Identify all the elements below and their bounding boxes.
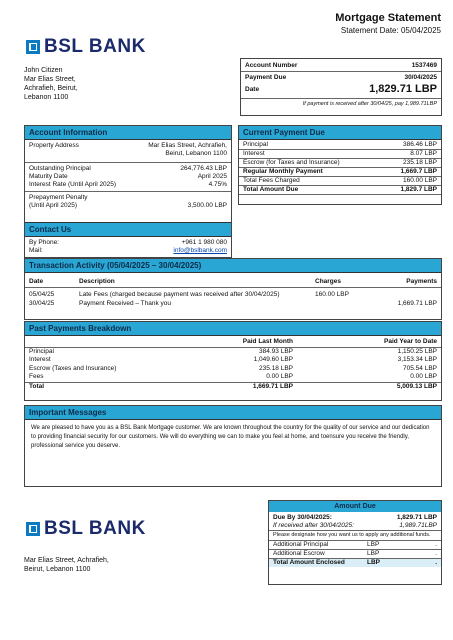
mail-label: Mail: bbox=[29, 247, 43, 254]
phone-value: +961 1 980 080 bbox=[181, 239, 227, 246]
maturity-date-value: April 2025 bbox=[197, 173, 227, 180]
current-payment-row bbox=[239, 186, 441, 195]
if-received-after-label: If received after 30/04/2025: bbox=[273, 522, 354, 529]
bank-logo bbox=[26, 36, 146, 58]
past-payment-label: Principal bbox=[29, 347, 54, 355]
property-address-value: Beirut, Lebanon 1100 bbox=[165, 150, 227, 157]
amount-due-value: 1,829.71 LBP bbox=[369, 83, 437, 95]
current-payment-value: 1,829.7 LBP bbox=[400, 186, 437, 193]
bank-name-footer: BSL BANK bbox=[44, 518, 146, 539]
past-payment-ytd: 5,009.13 LBP bbox=[396, 382, 437, 390]
table-row bbox=[25, 300, 441, 309]
contact-section bbox=[24, 222, 232, 258]
total-enclosed-currency: LBP bbox=[367, 559, 380, 566]
additional-escrow-input[interactable]: . bbox=[435, 550, 437, 557]
past-payment-ytd: 705.54 LBP bbox=[403, 364, 437, 372]
account-info-section bbox=[24, 125, 232, 225]
past-payment-label: Total bbox=[29, 382, 45, 390]
past-payment-last: 0.00 LBP bbox=[266, 373, 293, 380]
past-payment-label: Fees bbox=[29, 373, 44, 380]
payment-due-label: Payment Due bbox=[245, 74, 287, 81]
current-payment-label: Interest bbox=[243, 150, 265, 157]
due-by-value: 1,829.71 LBP bbox=[396, 514, 437, 521]
transaction-date: 05/04/25 bbox=[29, 291, 55, 298]
past-payment-last: 384.93 LBP bbox=[259, 347, 293, 355]
col-charges: Charges bbox=[315, 278, 342, 285]
property-address-label: Property Address bbox=[29, 142, 79, 149]
total-enclosed-input[interactable]: . bbox=[435, 559, 437, 566]
account-number-label: Account Number bbox=[245, 62, 298, 69]
total-enclosed-label: Total Amount Enclosed bbox=[273, 559, 345, 566]
col-date: Date bbox=[29, 278, 44, 285]
current-payment-row bbox=[239, 177, 441, 186]
past-payment-label: Interest bbox=[29, 356, 51, 363]
current-payment-row bbox=[239, 141, 441, 150]
past-payment-ytd: 0.00 LBP bbox=[410, 373, 437, 380]
due-by-label: Due By 30/04/2025: bbox=[273, 514, 332, 521]
late-payment-note: If payment is received after 30/04/25, pay 1,989.71LBP bbox=[241, 98, 441, 109]
table-row bbox=[25, 382, 441, 391]
past-payment-ytd: 1,150.25 LBP bbox=[397, 347, 437, 355]
additional-principal-input[interactable]: . bbox=[435, 541, 437, 548]
past-payment-last: 1,049.60 LBP bbox=[253, 356, 293, 363]
date-label: Date bbox=[245, 85, 260, 93]
past-payment-label: Escrow (Taxes and Insurance) bbox=[29, 364, 117, 372]
email-link[interactable]: info@bslbank.com bbox=[173, 247, 227, 254]
past-payments-section bbox=[24, 321, 442, 401]
additional-principal-label: Additional Principal bbox=[273, 541, 329, 548]
property-address-value: Mar Elias Street, Achrafieh, bbox=[148, 142, 227, 149]
col-paid-last-month: Paid Last Month bbox=[242, 338, 293, 345]
transaction-payments bbox=[371, 291, 441, 300]
col-paid-year-to-date: Paid Year to Date bbox=[384, 338, 437, 345]
messages-body: We are pleased to have you as a BSL Bank Mortgage customer. We are known throughout the country for the quality of our service and our dedication to providing financial security for our customers. We will do everything we can to make you feel at home, and toensure you receive the friendly, professional service you deserve. bbox=[31, 425, 430, 449]
current-payment-header: Current Payment Due bbox=[239, 126, 441, 140]
table-row bbox=[25, 291, 441, 300]
bank-name: BSL BANK bbox=[44, 36, 146, 57]
current-payment-label: Escrow (for Taxes and Insurance) bbox=[243, 159, 340, 166]
current-payment-label: Regular Monthly Payment bbox=[243, 168, 323, 175]
past-payments-header: Past Payments Breakdown bbox=[25, 322, 441, 336]
transaction-desc: Late Fees (charged because payment was received after 30/04/2025) bbox=[79, 291, 280, 298]
bank-logo-icon bbox=[26, 40, 40, 54]
phone-label: By Phone: bbox=[29, 239, 59, 246]
transaction-payments: 1,669.71 LBP bbox=[397, 299, 437, 307]
bank-logo-icon bbox=[26, 522, 40, 536]
customer-name: John Citizen bbox=[24, 67, 63, 74]
summary-box bbox=[240, 58, 442, 116]
current-payment-row bbox=[239, 168, 441, 177]
outstanding-principal-value: 264,776.43 LBP bbox=[180, 165, 227, 172]
transaction-date: 30/04/25 bbox=[29, 299, 55, 307]
messages-section bbox=[24, 405, 442, 487]
amount-due-coupon bbox=[268, 500, 442, 585]
customer-address-line: Lebanon 1100 bbox=[24, 94, 69, 101]
transaction-section bbox=[24, 258, 442, 320]
outstanding-principal-label: Outstanding Principal bbox=[29, 165, 91, 172]
past-payment-ytd: 3,153.34 LBP bbox=[397, 356, 437, 363]
messages-header: Important Messages bbox=[25, 406, 441, 420]
customer-address-line: Achrafieh, Beirut, bbox=[24, 85, 78, 92]
table-row bbox=[25, 365, 441, 374]
statement-date: Statement Date: 05/04/2025 bbox=[340, 26, 441, 35]
past-payment-last: 1,669.71 LBP bbox=[252, 382, 293, 390]
current-payment-label: Total Fees Charged bbox=[243, 177, 300, 184]
footer-address bbox=[24, 556, 109, 574]
past-payments-table bbox=[25, 338, 441, 391]
funds-instructions: Please designate how you want us to apply any additional funds. bbox=[269, 530, 441, 540]
transaction-desc: Payment Received – Thank you bbox=[79, 299, 172, 307]
current-payment-value: 235.18 LBP bbox=[403, 159, 437, 166]
past-payment-last: 235.18 LBP bbox=[259, 364, 293, 372]
prepayment-penalty-period: (Until April 2025) bbox=[29, 202, 78, 209]
additional-escrow-label: Additional Escrow bbox=[273, 550, 325, 557]
current-payment-value: 386.46 LBP bbox=[403, 141, 437, 148]
current-payment-value: 1,669.7 LBP bbox=[400, 168, 437, 175]
transaction-header: Transaction Activity (05/04/2025 – 30/04/2025) bbox=[25, 259, 441, 273]
table-row bbox=[25, 356, 441, 365]
payment-due-value: 30/04/2025 bbox=[404, 74, 437, 81]
amount-due-header: Amount Due bbox=[269, 501, 441, 512]
maturity-date-label: Maturity Date bbox=[29, 173, 68, 180]
additional-escrow-currency: LBP bbox=[367, 550, 380, 557]
current-payment-section bbox=[238, 125, 442, 205]
footer-address-line: Mar Elias Street, Achrafieh, bbox=[24, 557, 109, 564]
footer-address-line: Beirut, Lebanon 1100 bbox=[24, 566, 91, 573]
prepayment-penalty-label: Prepayment Penalty bbox=[29, 194, 88, 201]
table-row bbox=[25, 347, 441, 356]
current-payment-label: Principal bbox=[243, 141, 268, 148]
current-payment-value: 8.07 LBP bbox=[410, 150, 437, 157]
if-received-after-value: 1,989.71LBP bbox=[399, 522, 437, 529]
current-payment-label: Total Amount Due bbox=[243, 186, 299, 193]
account-number-value: 1537469 bbox=[411, 62, 437, 69]
customer-address-line: Mar Elias Street, bbox=[24, 76, 76, 83]
customer-address bbox=[24, 66, 78, 102]
current-payment-value: 160.00 LBP bbox=[403, 177, 437, 184]
additional-principal-currency: LBP bbox=[367, 541, 380, 548]
prepayment-penalty-value: 3,500.00 LBP bbox=[187, 202, 227, 209]
col-description: Description bbox=[79, 278, 115, 285]
bank-logo-footer bbox=[26, 518, 146, 540]
col-payments: Payments bbox=[406, 278, 437, 285]
account-info-header: Account Information bbox=[25, 126, 231, 140]
statement-title: Mortgage Statement bbox=[335, 12, 441, 24]
interest-rate-label: Interest Rate (Until April 2025) bbox=[29, 181, 117, 188]
current-payment-row bbox=[239, 150, 441, 159]
interest-rate-value: 4.75% bbox=[208, 181, 227, 188]
transaction-charges bbox=[311, 300, 371, 309]
transaction-charges: 160.00 LBP bbox=[315, 291, 349, 298]
transaction-table bbox=[25, 278, 441, 308]
contact-header: Contact Us bbox=[25, 222, 231, 237]
current-payment-row bbox=[239, 159, 441, 168]
table-row bbox=[25, 373, 441, 382]
